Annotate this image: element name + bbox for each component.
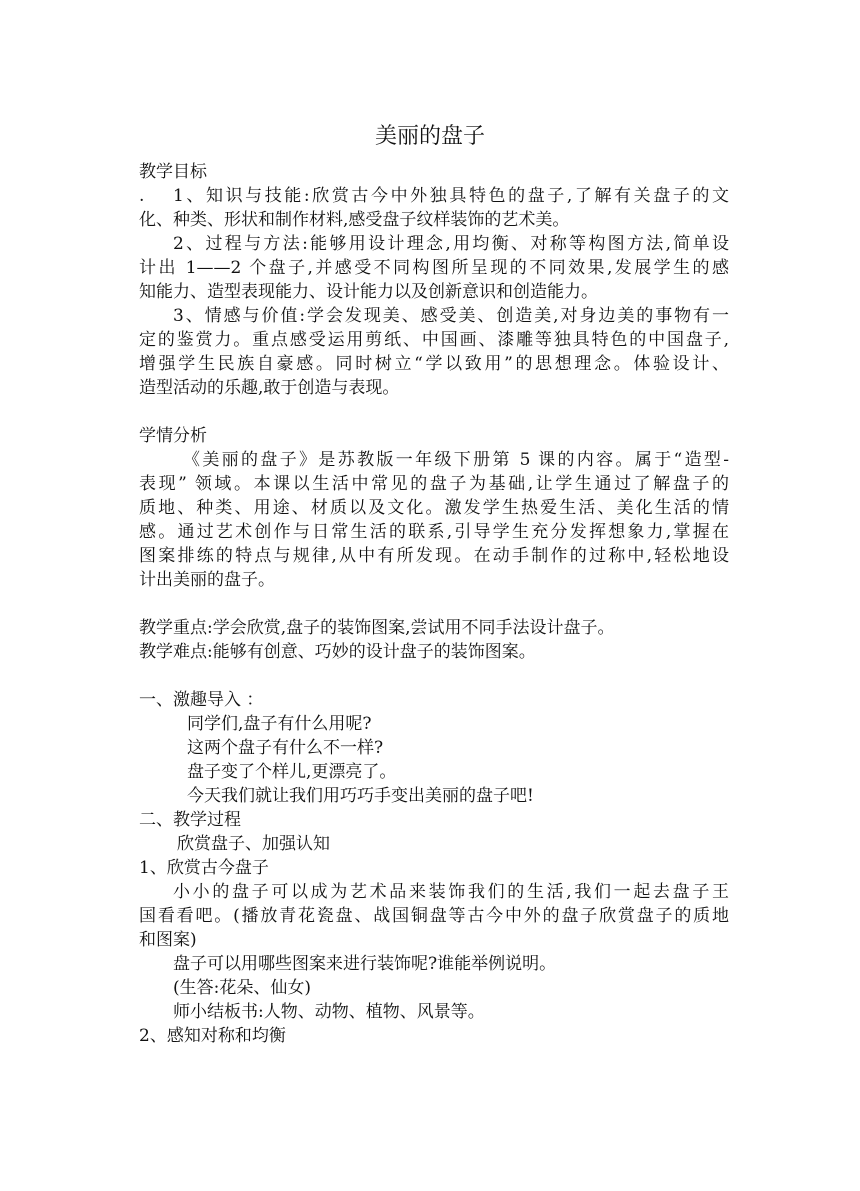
process-item-heading: 1、欣赏古今盘子 bbox=[139, 858, 269, 878]
goal-line: 3、情感与价值:学会发现美、感受美、创造美,对身边美的事物有一 bbox=[173, 306, 729, 326]
spacer bbox=[139, 592, 729, 616]
process-line: 国看看吧。(播放青花瓷盘、战国铜盘等古今中外的盘子欣赏盘子的质地 bbox=[139, 906, 729, 926]
stray-dot: . bbox=[139, 186, 145, 206]
analysis-line: 质地、种类、用途、材质以及文化。激发学生热爱生活、美化生活的情 bbox=[139, 498, 729, 518]
goal-line: 化、种类、形状和制作材料,感受盘子纹样装饰的艺术美。 bbox=[139, 210, 570, 230]
section-heading-process: 二、教学过程 bbox=[139, 810, 241, 830]
spacer bbox=[139, 664, 729, 688]
section-heading-analysis: 学情分析 bbox=[139, 426, 207, 446]
process-subheading: 欣赏盘子、加强认知 bbox=[177, 834, 330, 854]
section-heading-intro: 一、激趣导入 ： bbox=[139, 690, 264, 710]
intro-line: 同学们,盘子有什么用呢? bbox=[187, 714, 372, 734]
goal-line bbox=[139, 184, 729, 208]
analysis-line: 感。通过艺术创作与日常生活的联系,引导学生充分发挥想象力,掌握在 bbox=[139, 522, 729, 542]
process-line: 师小结板书:人物、动物、植物、风景等。 bbox=[173, 1002, 485, 1022]
goal-line: 定的鉴赏力。重点感受运用剪纸、中国画、漆雕等独具特色的中国盘子, bbox=[139, 330, 729, 350]
section-heading-goals: 教学目标 bbox=[139, 162, 207, 182]
goal-line: 造型活动的乐趣,敢于创造与表现。 bbox=[139, 378, 400, 398]
process-line: (生答:花朵、仙女) bbox=[173, 978, 311, 998]
key-point: 教学重点:学会欣赏,盘子的装饰图案,尝试用不同手法设计盘子。 bbox=[139, 618, 615, 638]
process-line: 盘子可以用哪些图案来进行装饰呢?谁能举例说明。 bbox=[173, 954, 557, 974]
difficult-point: 教学难点:能够有创意、巧妙的设计盘子的装饰图案。 bbox=[139, 642, 536, 662]
analysis-line: 《美丽的盘子》是苏教版一年级下册第 5 课的内容。属于“造型- bbox=[183, 450, 729, 470]
analysis-line: 计出美丽的盘子。 bbox=[139, 570, 275, 590]
document-body bbox=[139, 160, 729, 1048]
goal-line: 2、过程与方法:能够用设计理念,用均衡、对称等构图方法,简单设 bbox=[173, 234, 729, 254]
intro-line: 今天我们就让我们用巧巧手变出美丽的盘子吧! bbox=[187, 786, 534, 806]
goal-line: 知能力、造型表现能力、设计能力以及创新意识和创造能力。 bbox=[139, 282, 598, 302]
analysis-line: 表现” 领域。本课以生活中常见的盘子为基础,让学生通过了解盘子的 bbox=[139, 474, 729, 494]
intro-line: 这两个盘子有什么不一样? bbox=[187, 738, 384, 758]
page-title: 美丽的盘子 bbox=[374, 124, 485, 149]
analysis-line: 图案排练的特点与规律,从中有所发现。在动手制作的过称中,轻松地设 bbox=[139, 546, 729, 566]
spacer bbox=[139, 400, 729, 424]
process-line: 小小的盘子可以成为艺术品来装饰我们的生活,我们一起去盘子王 bbox=[173, 882, 729, 902]
goal-line-text: 1、知识与技能:欣赏古今中外独具特色的盘子,了解有关盘子的文 bbox=[173, 186, 729, 206]
process-item-heading: 2、感知对称和均衡 bbox=[139, 1026, 286, 1046]
goal-line: 计出 1——2 个盘子,并感受不同构图所呈现的不同效果,发展学生的感 bbox=[139, 258, 729, 278]
intro-line: 盘子变了个样儿,更漂亮了。 bbox=[187, 762, 397, 782]
process-line: 和图案) bbox=[139, 930, 197, 950]
goal-line: 增强学生民族自豪感。同时树立“学以致用”的思想理念。体验设计、 bbox=[139, 354, 729, 374]
